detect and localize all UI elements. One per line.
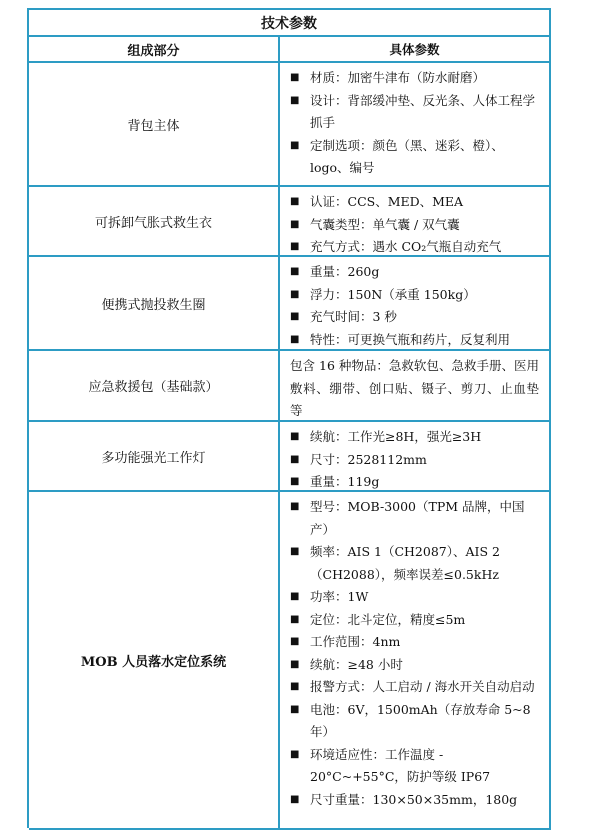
list-item: ■ 功率：1W: [288, 586, 541, 609]
list-item: ■ 充气时间：3 秒: [288, 306, 541, 329]
black-square-icon: ■: [290, 196, 300, 207]
list-item: ■ 浮力：150N（承重 150kg）: [288, 284, 541, 307]
table-title: 技术参数: [29, 10, 551, 35]
black-square-icon: ■: [290, 636, 300, 647]
technical-parameters-table: [27, 8, 551, 828]
table-header-row: [29, 37, 551, 63]
list-item: ■ 重量：260g: [288, 261, 541, 284]
list-item: ■ 尺寸：2528112mm: [288, 449, 541, 472]
black-square-icon: ■: [290, 453, 300, 465]
component-name: MOB 人员落水定位系统: [29, 492, 280, 828]
list-item: ■ 环境适应性：工作温度 - 20°C~+55°C，防护等级 IP67: [288, 744, 541, 789]
black-square-icon: ■: [290, 218, 300, 230]
list-item: ■ 尺寸重量：130×50×35mm，180g: [288, 789, 541, 812]
black-square-icon: ■: [290, 333, 300, 345]
component-name: 背包主体: [29, 63, 280, 185]
component-name: 可拆卸气胀式救生衣: [29, 187, 280, 255]
table-row: [29, 492, 551, 830]
black-square-icon: ■: [290, 613, 300, 625]
list-item: ■ 重量：119g: [288, 471, 541, 494]
list-item: ■ 设计：背部缓冲垫、反光条、人体工程学抓手: [288, 90, 541, 135]
table-row: [29, 351, 551, 422]
list-item: ■ 报警方式：人工启动 / 海水开关自动启动: [288, 676, 541, 699]
table-title-row: [29, 10, 551, 37]
table-row: [29, 257, 551, 351]
list-item: ■ 材质：加密牛津布（防水耐磨）: [288, 67, 541, 90]
black-square-icon: ■: [290, 591, 300, 602]
black-square-icon: ■: [290, 658, 300, 670]
param-cell: [280, 492, 551, 828]
param-cell: [280, 351, 551, 420]
param-cell: [280, 422, 551, 490]
black-square-icon: ■: [290, 139, 300, 151]
list-item: ■ 定制选项：颜色（黑、迷彩、橙）、logo、编号: [288, 135, 541, 180]
list-item: ■ 工作范围：4nm: [288, 631, 541, 654]
list-item: ■ 特性：可更换气瓶和药片，反复利用: [288, 329, 541, 352]
list-item: ■ 电池：6V，1500mAh（存放寿命 5~8年）: [288, 699, 541, 744]
param-cell: [280, 63, 551, 185]
param-cell: [280, 187, 551, 255]
table-row: [29, 422, 551, 492]
black-square-icon: ■: [290, 681, 300, 692]
black-square-icon: ■: [290, 748, 300, 760]
param-cell: [280, 257, 551, 349]
table-row: [29, 63, 551, 187]
list-item: ■ 频率：AIS 1（CH2087）、AIS 2（CH2088），频率误差≤0.5kHz: [288, 541, 541, 586]
list-item: ■ 气囊类型：单气囊 / 双气囊: [288, 214, 541, 237]
component-name: 多功能强光工作灯: [29, 422, 280, 490]
black-square-icon: ■: [290, 241, 300, 252]
header-component: 组成部分: [29, 37, 280, 61]
list-item: ■ 型号：MOB-3000（TPM 品牌，中国产）: [288, 496, 541, 541]
list-item: ■ 续航：≥48 小时: [288, 654, 541, 677]
list-item: ■ 充气方式：遇水 CO₂气瓶自动充气: [288, 236, 541, 259]
table-row: [29, 187, 551, 257]
black-square-icon: ■: [290, 546, 300, 557]
param-text: 包含 16 种物品：急救软包、急救手册、医用敷料、绷带、创口贴、镊子、剪刀、止血垫等: [290, 358, 539, 418]
black-square-icon: ■: [290, 94, 300, 106]
list-item: ■ 续航：工作光≥8H，强光≥3H: [288, 426, 541, 449]
black-square-icon: ■: [290, 72, 300, 83]
list-item: ■ 认证：CCS、MED、MEA: [288, 191, 541, 214]
component-name: 应急救援包（基础款）: [29, 351, 280, 420]
black-square-icon: ■: [290, 431, 300, 442]
component-name: 便携式抛投救生圈: [29, 257, 280, 349]
black-square-icon: ■: [290, 476, 300, 487]
black-square-icon: ■: [290, 703, 300, 715]
black-square-icon: ■: [290, 288, 300, 300]
black-square-icon: ■: [290, 311, 300, 322]
header-params: 具体参数: [280, 37, 551, 61]
black-square-icon: ■: [290, 501, 300, 512]
list-item: ■ 定位：北斗定位，精度≤5m: [288, 609, 541, 632]
black-square-icon: ■: [290, 793, 300, 805]
black-square-icon: ■: [290, 266, 300, 277]
